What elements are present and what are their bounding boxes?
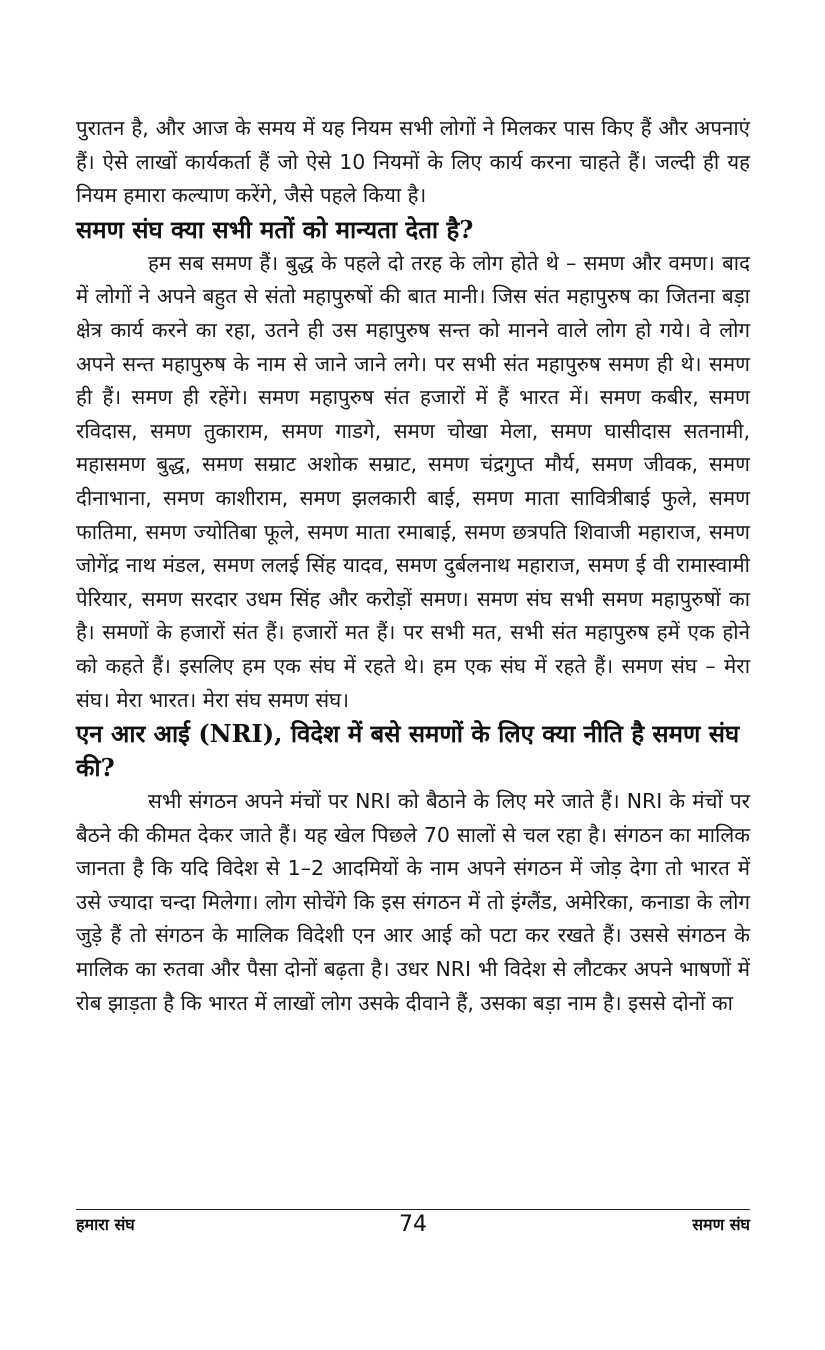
paragraph-nri: सभी संगठन अपने मंचों पर NRI को बैठाने के लिए मरे जाते हैं। NRI के मंचों पर बैठने की कीमत देकर जाते हैं। यह खेल पिछले 70 सालों से चल रहा है। संगठन का मालिक जानता है कि यदि विदेश से 1–2 आदमियों के नाम अपने संगठन में जोड़ देगा तो भारत में उसे ज्यादा चन्दा मिलेगा। लोग सोचेंगे कि इस संगठन में तो इंग्लैंड, अमेरिका, कनाडा के लोग जुड़े हैं तो संगठन के मालिक विदेशी एन आर आई को पटा कर रखते हैं। उससे संगठन के मालिक का रुतवा और पैसा दोनों बढ़ता है। उधर NRI भी विदेश से लौटकर अपने भाषणों में रोब झाड़ता है कि भारत में लाखों लोग उसके दीवाने हैं, उसका बड़ा नाम है। इससे दोनों का — [76, 789, 750, 1015]
page-number: 74 — [399, 1212, 427, 1237]
section-heading-nri: एन आर आई (NRI), विदेश में बसे समणों के लिए क्या नीति है समण संघ की? — [76, 719, 740, 783]
page-footer — [76, 1209, 750, 1240]
footer-chapter-title: समण संघ — [692, 1215, 750, 1234]
paragraph-continuation: पुरातन है, और आज के समय में यह नियम सभी लोगों ने मिलकर पास किए हैं और अपनाएं हैं। ऐसे लाखों कार्यकर्ता हैं जो ऐसे 10 नियमों के लिए कार्य करना चाहते हैं। जल्दी ही यह नियम हमारा कल्याण करेंगे, जैसे पहले किया है। — [76, 116, 750, 208]
footer-book-title: हमारा संघ — [76, 1215, 135, 1234]
paragraph-saman-sangh: हम सब समण हैं। बुद्ध के पहले दो तरह के लोग होते थे – समण और वमण। बाद में लोगों ने अपने बहुत से संतो महापुरुषों की बात मानी। जिस संत महापुरुष का जितना बड़ा क्षेत्र कार्य करने का रहा, उतने ही उस महापुरुष सन्त को मानने वाले लोग हो गये। वे लोग अपने सन्त महापुरुष के नाम से जाने जाने लगे। पर सभी संत महापुरुष समण ही थे। समण ही हैं। समण ही रहेंगे। समण महापुरुष संत हजारों में हैं भारत में। समण कबीर, समण रविदास, समण तुकाराम, समण गाडगे, समण चोखा मेला, समण घासीदास सतनामी, महासमण बुद्ध, समण सम्राट अशोक सम्राट, समण चंद्रगुप्त मौर्य, समण जीवक, समण दीनाभाना, समण काशीराम, समण झलकारी बाई, समण माता सावित्रीबाई फुले, समण फातिमा, समण ज्योतिबा फूले, समण माता रमाबाई, समण छत्रपति शिवाजी महाराज, समण जोगेंद्र नाथ मंडल, समण ललई सिंह यादव, समण दुर्बलनाथ महाराज, समण ई वी रामास्वामी पेरियार, समण सरदार उधम सिंह और करोड़ों समण। समण संघ सभी समण महापुरुषों का है। समणों के हजारों संत हैं। हजारों मत हैं। पर सभी मत, सभी संत महापुरुष हमें एक होने को कहते हैं। इसलिए हम एक संघ में रहते थे। हम एक संघ में रहते हैं। समण संघ – मेरा संघ। मेरा भारत। मेरा संघ समण संघ। — [76, 250, 750, 712]
section-heading-recognition: समण संघ क्या सभी मतों को मान्यता देता है? — [76, 214, 474, 244]
page-body — [76, 112, 750, 1020]
